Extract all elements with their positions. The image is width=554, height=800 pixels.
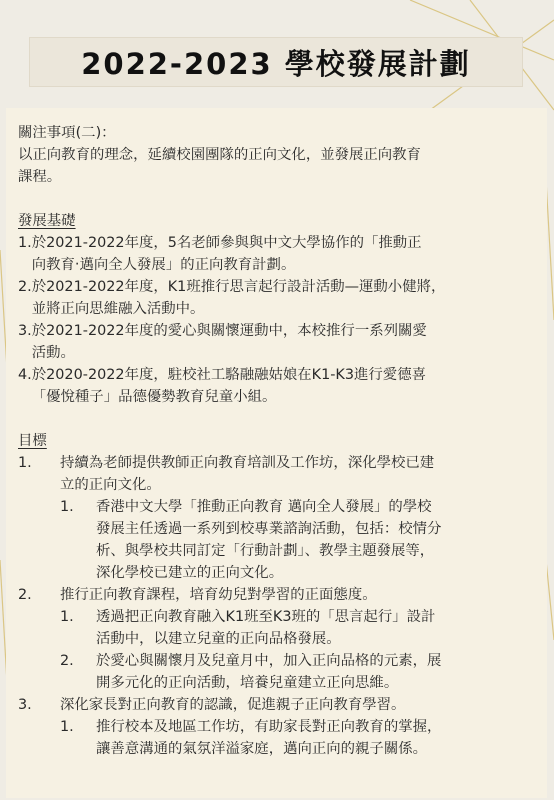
title-banner xyxy=(29,37,523,87)
basis-item-number: 1. xyxy=(18,235,32,251)
goal-sub-line: 發展主任透過一系列到校專業諮詢活動，包括：校情分 xyxy=(96,521,442,537)
goal-sub-line: 於愛心與關懷月及兒童月中，加入正向品格的元素，展 xyxy=(96,653,442,669)
goal-sub-number: 2. xyxy=(60,653,74,669)
goal-sub-line: 活動中，以建立兒童的正向品格發展。 xyxy=(96,631,341,647)
goal-line: 立的正向文化。 xyxy=(60,477,161,493)
basis-item-number: 3. xyxy=(18,323,32,339)
basis-item-line: 於2020-2022年度，駐校社工駱融融姑娘在K1-K3進行愛德喜 xyxy=(31,367,426,383)
basis-item xyxy=(18,276,535,320)
basis-item-line: 於2021-2022年度，5名老師參與與中文大學協作的「推動正 xyxy=(31,235,422,251)
basis-item-line: 於2021-2022年度，K1班推行思言起行設計活動—運動小健將， xyxy=(31,279,446,295)
basis-item-line: 向教育‧邁向全人發展」的正向教育計劃。 xyxy=(31,257,296,273)
focus-text-line: 課程。 xyxy=(18,169,62,185)
goal-sub-number: 1. xyxy=(60,609,74,625)
basis-item-line: 「優悅種子」品德優勢教育兒童小組。 xyxy=(31,389,277,405)
basis-item xyxy=(18,320,535,364)
goal-line: 深化家長對正向教育的認識，促進親子正向教育學習。 xyxy=(60,697,406,713)
basis-item-line: 活動。 xyxy=(31,345,75,361)
goal-sub-line: 開多元化的正向活動，培養兒童建立正向思維。 xyxy=(96,675,399,691)
goal-sub-line: 推行校本及地區工作坊，有助家長對正向教育的掌握， xyxy=(96,719,442,735)
basis-item xyxy=(18,364,535,408)
goals-heading: 目標 xyxy=(18,433,47,449)
goal-sub-line: 透過把正向教育融入K1班至K3班的「思言起行」設計 xyxy=(96,609,436,625)
goal-number: 3. xyxy=(18,697,32,713)
basis-item xyxy=(18,232,535,276)
focus-text-line: 以正向教育的理念，延續校園團隊的正向文化，並發展正向教育 xyxy=(18,147,421,163)
basis-item-line: 並將正向思維融入活動中。 xyxy=(31,301,205,317)
content-panel xyxy=(6,108,547,798)
goal-number: 2. xyxy=(18,587,32,603)
goal-sub-line: 讓善意溝通的氣氛洋溢家庭，邁向正向的親子關係。 xyxy=(96,741,427,757)
basis-item-line: 於2021-2022年度的愛心與關懷運動中，本校推行一系列關愛 xyxy=(31,323,427,339)
basis-item-number: 4. xyxy=(18,367,32,383)
basis-heading: 發展基礎 xyxy=(18,213,76,229)
goal-line: 持續為老師提供教師正向教育培訓及工作坊，深化學校已建 xyxy=(60,455,435,471)
goal-subitem xyxy=(18,496,535,584)
goal-subitem xyxy=(18,606,535,650)
basis-item-number: 2. xyxy=(18,279,32,295)
goal-item xyxy=(18,694,535,716)
goal-item xyxy=(18,452,535,496)
goal-sub-number: 1. xyxy=(60,719,74,735)
focus-heading: 關注事項(二)： xyxy=(18,125,116,141)
goal-item xyxy=(18,584,535,606)
goal-number: 1. xyxy=(18,455,32,471)
goal-line: 推行正向教育課程，培育幼兒對學習的正面態度。 xyxy=(60,587,377,603)
goal-sub-line: 香港中文大學「推動正向教育 邁向全人發展」的學校 xyxy=(96,499,432,515)
goal-sub-line: 析、與學校共同訂定「行動計劃」、教學主題發展等， xyxy=(96,543,435,559)
page-title: 2022-2023 學校發展計劃 xyxy=(81,46,471,81)
goal-subitem xyxy=(18,650,535,694)
goal-subitem xyxy=(18,716,535,760)
goal-sub-line: 深化學校已建立的正向文化。 xyxy=(96,565,284,581)
goal-sub-number: 1. xyxy=(60,499,74,515)
